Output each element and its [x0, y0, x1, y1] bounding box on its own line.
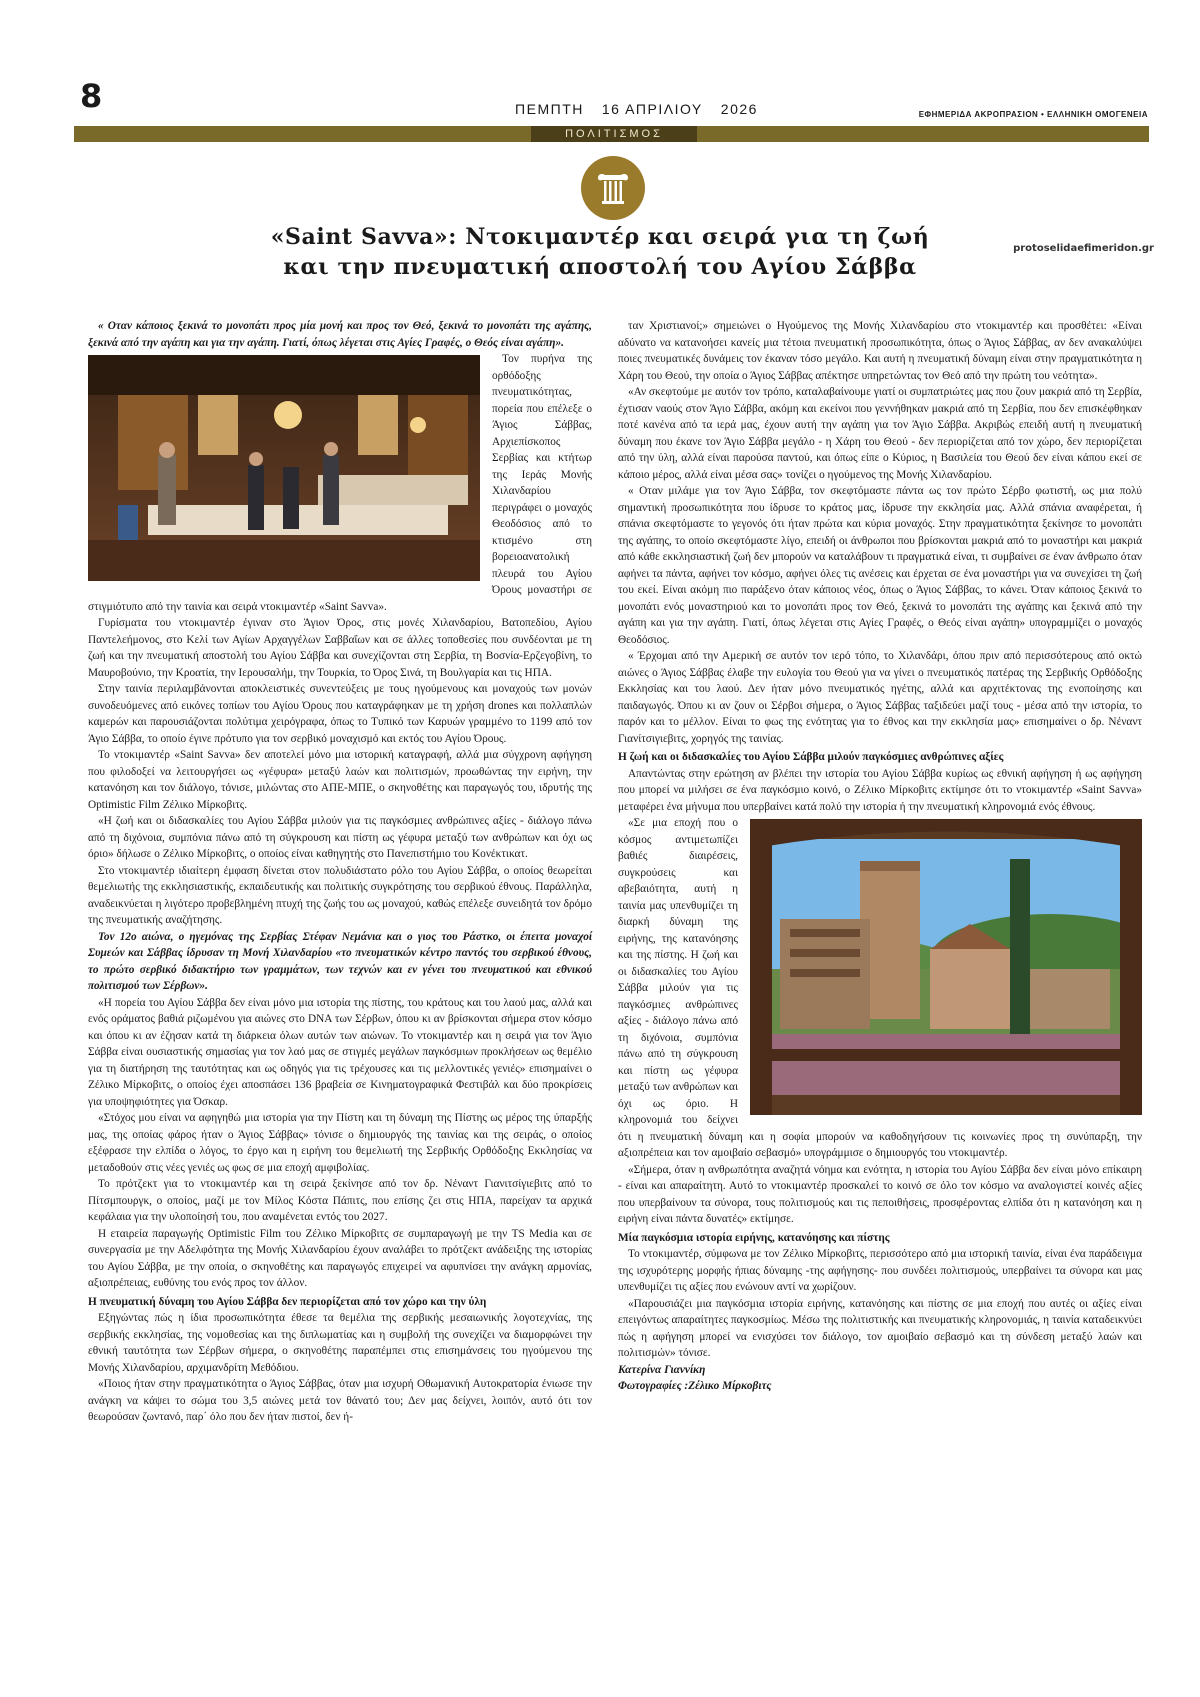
- day: ΠΕΜΠΤΗ: [515, 101, 584, 117]
- paragraph: Τον πυρήνα της ορθόδοξης πνευματικότητας, πορεία που επέλεξε ο Άγιος Σάββας, Αρχιεπίσκοπος Σερβίας και κτήτωρ της Ιεράς Μονής Χιλανδαρίου περιγράφει ο μοναχός Θεοδόσιος από το κτισμένο στη βορειοανατολική πλευρά του Αγίου Όρους μοναστήρι σε στιγμιότυπο από την ταινία και σειρά ντοκιμαντέρ «Saint Savva».: [88, 353, 592, 613]
- photo-credit: Φωτογραφίες :Ζέλικο Μίρκοβιτς: [618, 1380, 772, 1392]
- column-right: [618, 318, 1142, 1395]
- subheading: Μία παγκόσμια ιστορία ειρήνης, κατανόησης και πίστης: [618, 1231, 890, 1244]
- paragraph: «Η πορεία του Αγίου Σάββα δεν είναι μόνο μια ιστορία της πίστης, του κράτους και του λαού μας, αλλά και ενός οράματος βαθιά ριζωμένου για αιώνες στο DNA των Σέρβων, όπου κι αν βρίσκονται σήμερα στον κόσμο και όπου κι αν έζησαν κατά τη διάρκεια όλων αυτών των αιώνων. Το ντοκιμαντέρ και η σειρά για τον Άγιο Σάββα είναι ουσιαστικής σημασίας για τον λαό μας σε στιγμές μεγάλων παγκόσμιων προκλήσεων ως θεμέλιο για τη διατήρηση της ταυτότητας και ως οδηγός για τις τρέχουσες και τις μελλοντικές γενιές» επισημαίνει ο Ζέλικο Μίρκοβιτς, ο οποίος έχει αποσπάσει 136 βραβεία σε Κινηματογραφικά Φεστιβάλ και δύο προκρίσεις για υποψηφιότητες για Όσκαρ.: [88, 996, 592, 1108]
- paragraph: Γυρίσματα του ντοκιμαντέρ έγιναν στο Άγιον Όρος, στις μονές Χιλανδαρίου, Βατοπεδίου, Αγίου Παντελεήμονος, στο Κελί των Αγίων Αρχαγγέλων Σαββαΐων και σε άλλες τοποθεσίες που συνδέονται με τη ζωή και την πνευματική αποστολή του Αγίου Σάββα και συνεχίζονται στη Σερβία, τη Βοσνία-Ερζεγοβίνη, το Μαυροβούνιο, την Κροατία, την Ιερουσαλήμ, την Τουρκία, το Όρος Σινά, τη Βουλγαρία και τις ΗΠΑ.: [88, 617, 592, 679]
- paragraph: Το ντοκιμαντέρ «Saint Savva» δεν αποτελεί μόνο μια ιστορική καταγραφή, αλλά μια σύγχρονη αφήγηση που φιλοδοξεί να λειτουργήσει ως «γέφυρα» μεταξύ λαών και πολιτισμών, προωθώντας την ειρήνη, την κατανόηση και τον διάλογο, τόνισε, μιλώντας στο ΑΠΕ-ΜΠΕ, ο σκηνοθέτης και παραγωγός του, ιδρυτής της Optimistic Film Ζέλικο Μίρκοβιτς.: [88, 749, 592, 811]
- paragraph: «Παρουσιάζει μια παγκόσμια ιστορία ειρήνης, κατανόησης και πίστης σε μια εποχή που αυτές οι αξίες είναι επειγόντως απαραίτητες παγκοσμίως. Μέσω της πολιτιστικής και πνευματικής κληρονομιάς, η ταινία καταδεικνύει πώς η αφήγηση μπορεί να ενισχύσει τον διάλογο, τον αμοιβαίο σεβασμό και τη σύνδεση μεταξύ λαών και πολιτισμών» τόνισε.: [618, 1297, 1142, 1359]
- dateline: [515, 101, 776, 117]
- paragraph: «Σήμερα, όταν η ανθρωπότητα αναζητά νόημα και ενότητα, η ιστορία του Αγίου Σάββα δεν είναι μόνο επίκαιρη - είναι και απαραίτητη. Αυτό το ντοκιμαντέρ προσκαλεί το κοινό σε όλο τον κόσμο να αναλογιστεί κοινές αξίες που υπερβαίνουν τα σύνορα, τους πολιτισμούς και τις πεποιθήσεις, προσφέροντας ελπίδα ότι η κατανόηση και η ειρήνη είναι πάντα δυνατές» εκτίμησε.: [618, 1163, 1142, 1225]
- monastery-exterior-photo: [750, 819, 1142, 1115]
- headline-line-2: και την πνευματική αποστολή του Αγίου Σάββα: [283, 254, 917, 280]
- paragraph: Στο ντοκιμαντέρ ιδιαίτερη έμφαση δίνεται στον πολυδιάστατο ρόλο του Αγίου Σάββα, ο οποίος θεωρείται θεμελιωτής της εκκλησιαστικής, εκπαιδευτικής και πολιτικής συγκρότησης του σερβικού έθνους. Παράλληλα, αναδεικνύεται η λιγότερο προβεβλημένη πτυχή της ζωής του ως μοναχού, καθώς επέλεξε συνειδητά τον δρόμο της πνευματικής αναζήτησης.: [88, 864, 592, 926]
- paragraph: Εξηγώντας πώς η ίδια προσωπικότητα έθεσε τα θεμέλια της σερβικής μεσαιωνικής λογοτεχνίας, της σερβικής εκκλησίας, της νομοθεσίας και της διπλωματίας και η συμβολή της συνεχίζει να διαμορφώνει την εθνική ταυτότητα των Σέρβων σήμερα, ο σκηνοθέτης παραπέμπει στις επισημάνσεις του ηγούμενου της Μονής Χιλανδαρίου, αρχιμανδρίτη Μεθόδιου.: [88, 1312, 592, 1374]
- headline-line-1: «Saint Savva»: Ντοκιμαντέρ και σειρά για τη ζωή: [270, 224, 930, 250]
- paragraph: «Σε μια εποχή που ο κόσμος αντιμετωπίζει βαθιές διαιρέσεις, συγκρούσεις και αβεβαιότητα, αυτή η ταινία μας υπενθυμίζει τη διαρκή δύναμη της ειρήνης, της κατανόησης και της πίστης. Η ζωή και οι διδασκαλίες του Αγίου Σάββα μιλούν για τις παγκόσμιες ανθρώπινες αξίες - διάλογο πάνω από τη διχόνοια, συμπόνια πάνω από τη σύγκρουση και πίστη ως γέφυρα μεταξύ των ανθρώπων και όχι ως όριο. Η κληρονομιά του δείχνει ότι η πνευματική δύναμη και η σοφία μπορούν να καθοδηγήσουν τις κοινωνίες προς τη συνύπαρξη, την αξιοπρέπεια και τον αμοιβαίο σεβασμό» υπογράμμισε ο δημιουργός του ντοκιμαντέρ.: [618, 817, 1142, 1159]
- paragraph: «Ποιος ήταν στην πραγματικότητα ο Άγιος Σάββας, όταν μια ισχυρή Οθωμανική Αυτοκρατορία ένιωσε την ανάγκη να κάψει το σώμα του 3,5 αιώνες μετά τον θάνατό του; Δεν μας δείχνει, λοιπόν, αυτό ότι τον θεωρούσαν ζωντανό, παρ΄ όλο που δεν ήταν πιστοί, δεν ή-: [88, 1378, 592, 1423]
- paragraph: « Έρχομαι από την Αμερική σε αυτόν τον ιερό τόπο, το Χιλανδάρι, όπου πριν από περισσότερους από οκτώ αιώνες ο Άγιος Σάββας έλαβε την ευλογία του Θεού για να γίνει ο πνευματικός πατέρας της Σερβικής Ορθόδοξης Εκκλησίας και του λαού. Δεν ήταν μόνο πνευματικός ηγέτης, αλλά και αρχιτέκτονας της ενοποίησης και παιδαγωγός. Όπου κι αν ζουν οι Σέρβοι σήμερα, ο Άγιος Σάββας ταξιδεύει μαζί τους - μέσα από την ιστορία, το παρόν και το μέλλον. Είναι το φως της ενότητας για το έθνος και την εκκλησία μας» επισημαίνει ο δρ. Νέναντ Γιανίτσιγιεβιτς, χορηγός της ταινίας.: [618, 650, 1142, 745]
- lead-quote: « Οταν κάποιος ξεκινά το μονοπάτι προς μία μονή και προς τον Θεό, ξεκινά το μονοπάτι της αγάπης, ξεκινά από την αγάπη και για την αγάπη. Γιατί, όπως λέγεται στις Αγίες Γραφές, ο Θεός είναι αγάπη».: [88, 320, 592, 349]
- author: Κατερίνα Γιαννίκη: [618, 1363, 706, 1376]
- paragraph: « Οταν μιλάμε για τον Άγιο Σάββα, τον σκεφτόμαστε πάντα ως τον πρώτο Σέρβο φωτιστή, ως μια πολύ σημαντική προσωπικότητα που ίδρυσε το κράτος μας, ίδρυσε την εκκλησία μας. Αλλά σπάνια αναφέρεται, ή σπάνια σκεφτόμαστε το γεγονός ότι ήταν πρώτα και κύρια μοναχός. Στην πραγματικότητα ξεκίνησε το μονοπάτι της αγάπης, το οποίο σκεφτόμαστε λίγο, επειδή οι άνθρωποι που βρίσκονται μακριά από το μοναστήρι και μακριά από κάθε εκκλησιαστική ζωή δεν μπορούν να καταλάβουν τι πραγματικά είναι, τι συμβαίνει σε έναν άνθρωπο όταν αφήνει τα πάντα, αφήνει τον κόσμο, αφήνει όλες τις ανέσεις και έρχεται σε ένα μοναστήρι για να συνεχίσει τη ζωή του εκεί. Είναι ακόμη πιο παράξενο όταν κάποιος νέος, όπως ο Άγιος Σάββας, το κάνει. Όταν κάποιος ξεκινά το μονοπάτι ενός μοναστηριού και το μονοπάτι προς τον Θεό, ξεκινά το μονοπάτι της αγάπης και ξεκινά από την αγάπη και για την αγάπη. Γιατί, όπως λέγεται στις Αγίες Γραφές, ο Θεός είναι αγάπη» υπογραμμίζει ο μοναχός Θεοδόσιος.: [618, 485, 1142, 646]
- source-credit: protoselidaefimeridon.gr: [1013, 243, 1154, 254]
- paragraph: Στην ταινία περιλαμβάνονται αποκλειστικές συνεντεύξεις με τους ηγούμενους και μοναχούς των μονών συνοδευόμενες από εικόνες τοπίων του Αγίου Όρους που καταγράφηκαν με τη χρήση drones και πολλαπλών καμερών και παρουσιάζονται πολύτιμα χειρόγραφα, όπως το Τυπικό των Καρυών γραμμένο το 1199 από τον Άγιο Σάββα, το οποίο έγινε πρότυπο για τον σερβικό μοναχισμό και εκτός του Αγίου Όρους.: [88, 683, 592, 745]
- date: 16 ΑΠΡΙΛΙΟΥ: [601, 101, 703, 117]
- page-number: 8: [80, 77, 103, 115]
- paragraph: Η εταιρεία παραγωγής Optimistic Film του Ζέλικο Μίρκοβιτς σε συμπαραγωγή με την TS Media και σε συνεργασία με την Αδελφότητα της Μονής Χιλανδαρίου έχουν αναλάβει το πρότζεκτ ανάδειξης της ιστορίας του Αγίου Σάββα, με την οποία, ο σκηνοθέτης και παραγωγός επιχειρεί να αφυπνίσει την ανάγκη αρμονίας, αξιοπρέπειας, ευθύνης του ενός προς τον άλλον.: [88, 1227, 592, 1289]
- column-left: [88, 318, 592, 1426]
- monastery-interior-photo: [88, 355, 480, 581]
- paragraph: «Η ζωή και οι διδασκαλίες του Αγίου Σάββα μιλούν για τις παγκόσμιες ανθρώπινες αξίες - διάλογο πάνω από τη διχόνοια, συμπόνια πάνω από τη σύγκρουση και πίστη ως γέφυρα μεταξύ των ανθρώπων και όχι ως όριο» δήλωσε ο Ζέλικο Μίρκοβιτς, ο οποίος είναι καθηγητής στο Πανεπιστήμιο του Κονέκτικατ.: [88, 815, 592, 860]
- paragraph-emphasis: Τον 12ο αιώνα, ο ηγεμόνας της Σερβίας Στέφαν Νεμάνια και ο γιος του Ράστκο, οι έπειτα μοναχοί Συμεών και Σάββας ίδρυσαν τη Μονή Χιλανδαρίου «το πνευματικών κέντρο παντός του σερβικού έθνους, το πρώτο σερβικό διδακτήριο των γραμμάτων, των τεχνών και εν γένει του πνευματικού και εθνικού πολιτισμού των Σέρβων».: [88, 930, 592, 992]
- subheading: Η ζωή και οι διδασκαλίες του Αγίου Σάββα μιλούν παγκόσμιες ανθρώπινες αξίες: [618, 751, 1004, 763]
- paragraph: «Αν σκεφτούμε με αυτόν τον τρόπο, καταλαβαίνουμε γιατί οι συμπατριώτες μας που ζουν μακριά από τη Σερβία, έχτισαν ναούς στον Άγιο Σάββα, ακόμη και εκείνοι που γεννήθηκαν μακριά από τη Σερβία, που δεν επισκέφθηκαν ποτέ κανένα από τα ιερά μας, έχουν αυτή την αγάπη για τον Άγιο Σάββα. Ακριβώς επειδή αυτή η πνευματική δύναμη που έκανε τον Άγιο Σάββα μεγάλο - η Χάρη του Θεού - δεν περιορίζεται από τον χώρο, δεν περιορίζεται από την ύλη, αλλά είναι παρούσα παντού, και όπως είπε ο Κύριος, η Βασιλεία του Θεού δεν είναι κάπου εκεί σε κάποιο μέρος, αλλά είναι μέσα σας» τονίζει ο ηγούμενος της Μονής Χιλανδαρίου.: [618, 386, 1142, 481]
- paper-name: ΕΦΗΜΕΡΙΔΑ ΑΚΡΟΠΡΑΣΙΟΝ • ΕΛΛΗΝΙΚΗ ΟΜΟΓΕΝΕΙΑ: [918, 110, 1148, 119]
- paragraph: Απαντώντας στην ερώτηση αν βλέπει την ιστορία του Αγίου Σάββα κυρίως ως εθνική αφήγηση ή ως αφήγηση που μπορεί να μιλήσει σε ένα παγκόσμιο κοινό, ο Ζέλικο Μίρκοβιτς εκτίμησε ότι το ντοκιμαντέρ «Saint Savva» μεταφέρει ένα μήνυμα που υπερβαίνει κατά πολύ την ιστορία ή την πνευματική κληρονομιά ενός έθνους.: [618, 767, 1142, 813]
- paragraph: «Στόχος μου είναι να αφηγηθώ μια ιστορία για την Πίστη και τη δύναμη της Πίστης ως μέρος της ύπαρξής μας, της οποίας φάρος ήταν ο Άγιος Σάββας» τόνισε ο δημιουργός της ταινίας και της σειράς, ο οποίος εξέφρασε την ελπίδα ο λόγος, το έργο και η ειρήνη του θεμελιωτή της Σερβικής Ορθόδοξης Εκκλησίας να μεταδοθούν στις νέες γενιές ως φως σε μια εποχή αμφιβολίας.: [88, 1112, 592, 1174]
- section-label: ΠΟΛΙΤΙΣΜΟΣ: [531, 126, 697, 142]
- subheading: Η πνευματική δύναμη του Αγίου Σάββα δεν περιορίζεται από τον χώρο και την ύλη: [88, 1295, 487, 1308]
- paragraph: Το πρότζεκτ για το ντοκιμαντέρ και τη σειρά ξεκίνησε από τον δρ. Νέναντ Γιανιτσίγιεβιτς από το Πίτσμπουργκ, ο οποίος, μαζί με τον Μίλος Κόστα Πάπιτς, που επίσης ζει στις ΗΠΑ, παρείχαν τα αρχικά κεφάλαια για την υλοποίησή του, που αναμένεται εντός του 2027.: [88, 1178, 592, 1223]
- year: 2026: [720, 101, 758, 117]
- column-icon: [581, 156, 645, 220]
- paragraph: ταν Χριστιανοί;» σημειώνει ο Ηγούμενος της Μονής Χιλανδαρίου στο ντοκιμαντέρ και προσθέτει: «Είναι αδύνατο να κατανοήσει κανείς μια τέτοια πνευματική προσωπικότητα, όπως ο Άγιος Σάββας, αν δεν ανακαλύψει ποιες πνευματικές δυνάμεις τον έκαναν τόσο μεγάλο. Και αυτή η πνευματική δύναμη είναι στην πραγματικότητα η Χάρη του Θεού, την οποία ο Άγιος Σάββας απέκτησε υπηρετώντας τον Θεό από την πρώτη του νεότητα».: [618, 320, 1142, 382]
- paragraph: Το ντοκιμαντέρ, σύμφωνα με τον Ζέλικο Μίρκοβιτς, περισσότερο από μια ιστορική ταινία, είναι ένα παράδειγμα της ισχυρότερης μορφής ήπιας δύναμης -της αφήγησης- που συνδέει πολιτισμούς, υπερβαίνει τα σύνορα και μας υπενθυμίζει τις αξίες που ενώνουν αντί να χωρίζουν.: [618, 1248, 1142, 1293]
- headline: [240, 222, 960, 282]
